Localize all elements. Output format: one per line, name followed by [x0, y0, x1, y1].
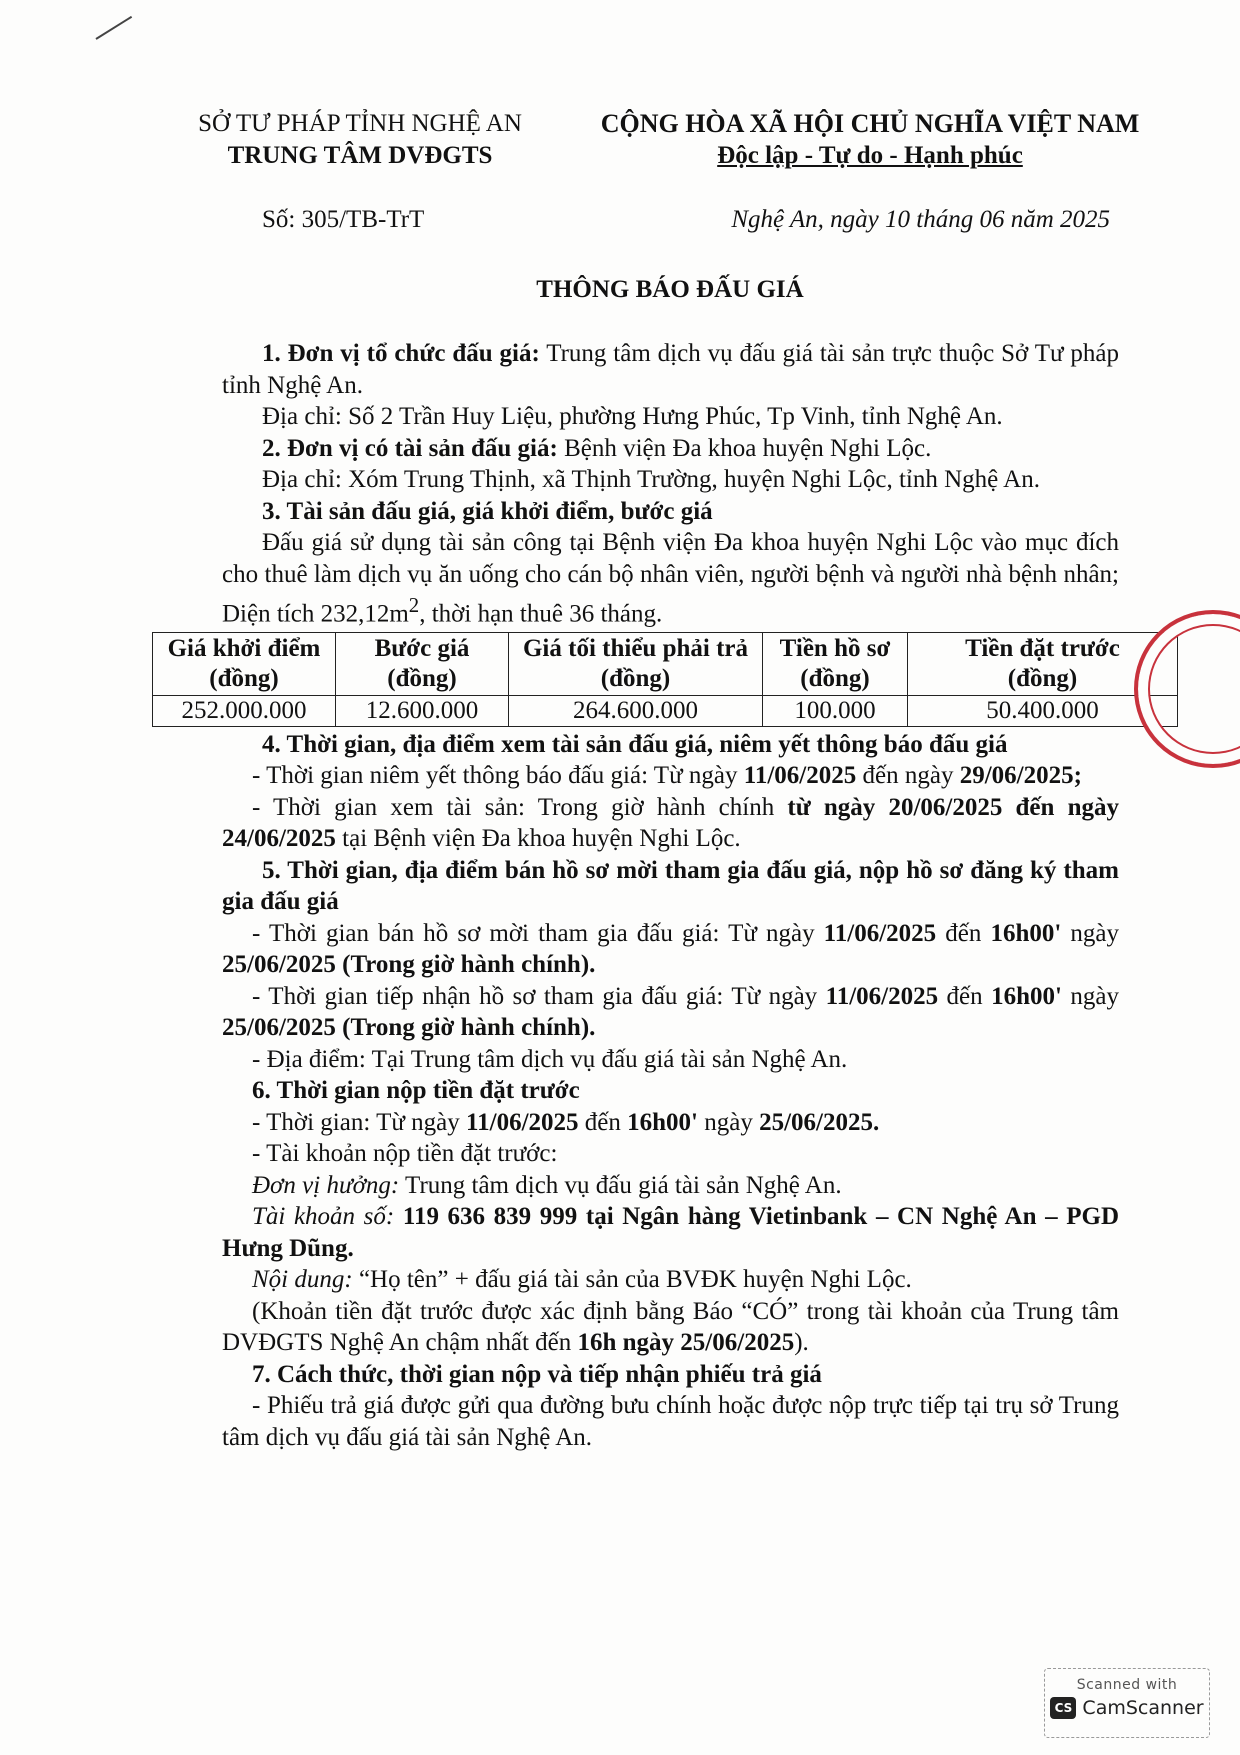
section-2-address: Địa chỉ: Xóm Trung Thịnh, xã Thịnh Trường, huyện Nghi Lộc, tỉnh Nghệ An. [262, 466, 1040, 493]
asset-price-table [152, 632, 1178, 727]
section-3-text: Đấu giá sử dụng tài sản công tại Bệnh viện Đa khoa huyện Nghi Lộc vào mục đích cho thuê làm dịch vụ ăn uống cho cán bộ nhân viên, người bệnh và người nhà bệnh nhân; Diện tích $232,12m^2$, thời hạn thuê 36 tháng. [222, 529, 1119, 628]
header-right [575, 108, 1165, 172]
table-header-cell: Tiền hồ sơ (đồng) [763, 632, 908, 695]
section-5-heading: 5. Thời gian, địa điểm bán hồ sơ mời tham gia đấu giá, nộp hồ sơ đăng ký tham gia đấu giá [222, 856, 1119, 916]
section-6-account-number: Tài khoản số: 119 636 839 999 tại Ngân hàng Vietinbank – CN Nghệ An – PGD Hưng Dũng. [222, 1203, 1119, 1262]
section-6-account-intro: - Tài khoản nộp tiền đặt trước: [252, 1140, 558, 1168]
table-cell: 264.600.000 [509, 695, 763, 726]
camscanner-logo-icon: CS [1050, 1697, 1076, 1719]
table-header-row [153, 632, 1178, 695]
issue-date: Nghệ An, ngày 10 tháng 06 năm 2025 [731, 206, 1110, 233]
table-cell: 12.600.000 [336, 695, 509, 726]
section-6-deposit-time: - Thời gian: Từ ngày 11/06/2025 đến 16h00' ngày 25/06/2025. [252, 1108, 880, 1136]
national-title: CỘNG HÒA XÃ HỘI CHỦ NGHĨA VIỆT NAM [600, 109, 1140, 138]
document-title: THÔNG BÁO ĐẤU GIÁ [536, 276, 804, 303]
section-6-heading: 6. Thời gian nộp tiền đặt trước [252, 1077, 580, 1105]
organization-name: TRUNG TÂM DVĐGTS [227, 142, 493, 169]
ministry-name: SỞ TƯ PHÁP TỈNH NGHỆ AN [198, 110, 522, 137]
document-body [167, 338, 1120, 1453]
section-4-heading: 4. Thời gian, địa điểm xem tài sản đấu giá, niêm yết thông báo đấu giá [262, 730, 1008, 758]
table-header-cell: Bước giá (đồng) [336, 632, 509, 695]
section-1-address: Địa chỉ: Số 2 Trần Huy Liệu, phường Hưng Phúc, Tp Vinh, tỉnh Nghệ An. [262, 403, 1003, 430]
section-1-text: Trung tâm dịch vụ đấu giá tài sản trực thuộc Sở Tư pháp tỉnh Nghệ An. [222, 340, 1120, 399]
pen-mark [95, 16, 132, 40]
section-5-location: - Địa điểm: Tại Trung tâm dịch vụ đấu giá tài sản Nghệ An. [252, 1045, 848, 1073]
section-1 [222, 338, 1119, 401]
table-cell: 100.000 [763, 695, 908, 726]
section-3-heading: 3. Tài sản đấu giá, giá khởi điểm, bước giá [262, 497, 713, 525]
section-7-text: - Phiếu trả giá được gửi qua đường bưu chính hoặc được nộp trực tiếp tại trụ sở Trung tâm dịch vụ đấu giá tài sản Nghệ An. [222, 1392, 1119, 1451]
section-1-label: 1. Đơn vị tổ chức đấu giá: [262, 340, 540, 367]
section-6-note: (Khoản tiền đặt trước được xác định bằng Báo “CÓ” trong tài khoản của Trung tâm DVĐGTS Nghệ An chậm nhất đến 16h ngày 25/06/2025). [222, 1297, 1119, 1357]
scanner-caption: Scanned with [1076, 1677, 1178, 1693]
camscanner-watermark [1044, 1668, 1210, 1738]
section-2-text: Bệnh viện Đa khoa huyện Nghi Lộc. [557, 434, 932, 462]
reference-number: Số: 305/TB-TrT [262, 206, 425, 233]
section-2-label: 2. Đơn vị có tài sản đấu giá: [262, 434, 558, 462]
section-5-sale-time: - Thời gian bán hồ sơ mời tham gia đấu giá: Từ ngày 11/06/2025 đến 16h00' ngày 25/06/2025 (Trong giờ hành chính). [222, 919, 1119, 979]
section-6-beneficiary: Đơn vị hưởng: Trung tâm dịch vụ đấu giá tài sản Nghệ An. [252, 1171, 842, 1199]
table-row [153, 695, 1178, 726]
section-6-transfer-content: Nội dung: “Họ tên” + đấu giá tài sản của BVĐK huyện Nghi Lộc. [252, 1266, 912, 1294]
table-cell: 252.000.000 [153, 695, 336, 726]
scanner-brand-name: CamScanner [1082, 1697, 1204, 1719]
table-header-cell: Giá khởi điểm (đồng) [153, 632, 336, 695]
section-4-viewing-time: - Thời gian xem tài sản: Trong giờ hành chính từ ngày 20/06/2025 đến ngày 24/06/2025 tại Bệnh viện Đa khoa huyện Nghi Lộc. [222, 793, 1119, 853]
header-left [150, 108, 570, 172]
superscript: 2 [408, 593, 420, 617]
section-4-listing-time: - Thời gian niêm yết thông báo đấu giá: Từ ngày 11/06/2025 đến ngày 29/06/2025; [252, 762, 1082, 790]
section-2 [222, 433, 1119, 465]
table-cell: 50.400.000 [908, 695, 1178, 726]
section-5-receipt-time: - Thời gian tiếp nhận hồ sơ tham gia đấu giá: Từ ngày 11/06/2025 đến 16h00' ngày 25/06/2025 (Trong giờ hành chính). [222, 982, 1119, 1042]
national-motto: Độc lập - Tự do - Hạnh phúc [717, 142, 1023, 169]
table-header-cell: Tiền đặt trước (đồng) [908, 632, 1178, 695]
table-header-cell: Giá tối thiểu phải trả (đồng) [509, 632, 763, 695]
section-7-heading: 7. Cách thức, thời gian nộp và tiếp nhận phiếu trả giá [252, 1360, 822, 1388]
scanner-brand [1045, 1697, 1209, 1719]
